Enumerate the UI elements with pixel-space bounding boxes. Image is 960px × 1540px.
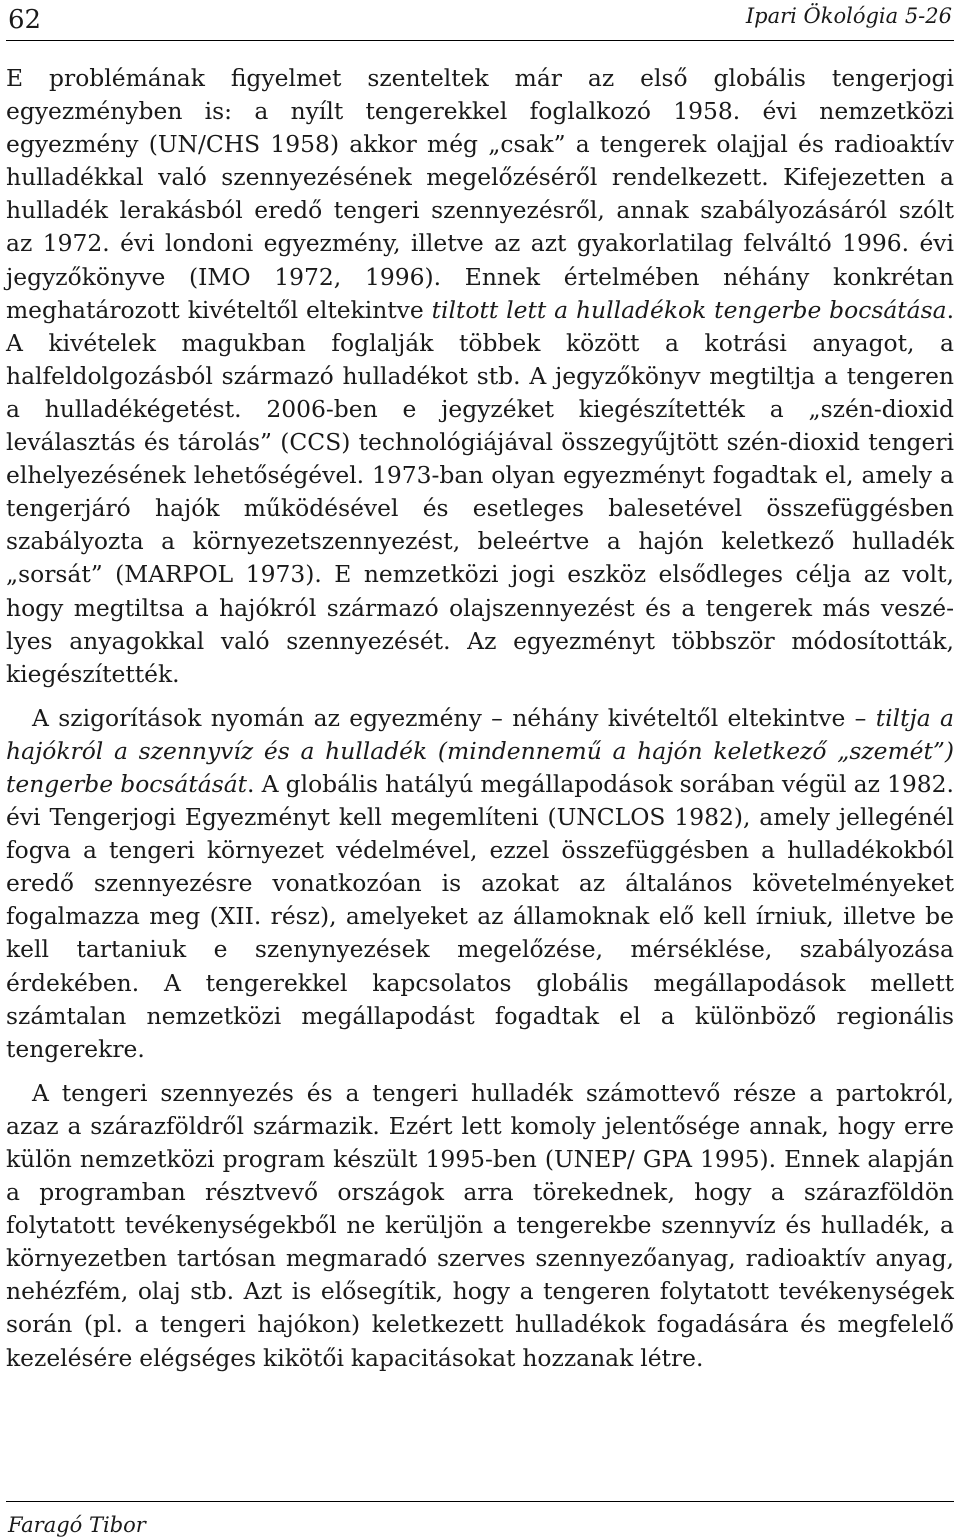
page-footer xyxy=(6,1501,954,1540)
page-header xyxy=(6,0,954,41)
paragraph-3 xyxy=(6,1077,954,1375)
text-run: A szigorítások nyomán az egyezmény – néhány kivételtől eltekintve – xyxy=(32,703,876,732)
emphasis-text: tiltja a hajókról a szennyvíz és a hulladék (mindennemű a hajón keletkező „szemét”) tengerbe bocsátását xyxy=(6,703,955,798)
page-body xyxy=(6,62,954,1375)
paragraph-1 xyxy=(6,62,954,691)
page-number: 62 xyxy=(8,5,42,35)
running-title: Ipari Ökológia 5-26 xyxy=(745,4,952,28)
emphasis-text: tiltott lett a hulladékok tengerbe bocsátása xyxy=(431,295,947,324)
text-run: A tengeri szennyezés és a tengeri hulladék számottevő része a partokról, azaz a szárazföldről származik. Ezért lett komoly jelentősége annak, hogy erre külön nemzetközi program készült 1995-ben (UNEP/ GPA 1995). Ennek alapján a programban résztvevő országok arra törekednek, hogy a szárazföldön folytatott tevékenységekből ne kerüljön a tengerekbe szennyvíz és hulladék, a környezetben tartósan megmaradó szerves szennyezőanyag, radioaktív anyag, nehézfém, olaj stb. Azt is elősegítik, hogy a tengeren folytatott tevékenységek során (pl. a tengeri hajókon) keletkezett hulladékok fogadására és megfelelő kezelésére elégséges kikötői kapacitásokat hozzanak létre. xyxy=(6,1078,954,1372)
text-run: . A globális hatályú megállapodások sorában végül az 1982. évi Tengerjogi Egyezményt kell megemlíteni (UNCLOS 1982), amely jellegénél fogva a tengeri környezet védelmével, ezzel összefüggésben a hulladékokból eredő szennyezésre vonatkozóan is azokat az általános követelményeket fogalmazza meg (XII. rész), amelyeket az államoknak elő kell írniuk, illetve be kell tartaniuk e szenynyezések megelőzése, mérséklése, szabályozása érdekében. A tengerekkel kapcsolatos globális megállapodások mellett számtalan nemzetközi megállapodást fogadtak el a különböző regionális tengerekre. xyxy=(6,769,954,1063)
paragraph-2 xyxy=(6,702,954,1066)
text-run: E problémának figyelmet szenteltek már az első globális tengerjogi egyezményben is: a nyílt tengerekkel foglalkozó 1958. évi nemzetközi egyezmény (UN/CHS 1958) akkor még „csak” a tengerek olajjal és radioaktív hulladékkal való szennyezésének megelőzéséről rendelkezett. Kifejezetten a hulladék lerakásból eredő tengeri szennyezésről, annak szabályozásáról szólt az 1972. évi londoni egyezmény, illetve az azt gyakorlatilag felváltó 1996. évi jegyzőkönyve (IMO 1972, 1996). Ennek értelmében néhány konkrétan meghatározott kivételtől eltekintve xyxy=(6,64,954,324)
author-name: Faragó Tibor xyxy=(8,1513,146,1537)
text-run: . A kivételek magukban foglalják többek között a kotrási anyagot, a halfeldolgozásból származó hulladékot stb. A jegyzőkönyv megtiltja a tengeren a hulladékégetést. 2006-ben e jegyzéket kiegészítették a „szén-dioxid leválasztás és tárolás” (CCS) technológiájával összegyűjtött szén-dioxid tengeri elhelyezésének lehetőségével. 1973-ban olyan egyezményt fogadtak el, amely a tengerjáró hajók működésével és esetleges balesetével összefüggésben szabályozta a környezetszennyezést, beleértve a hajón keletkező hulladék „sorsát” (MARPOL 1973). E nemzetközi jogi eszköz elsődleges célja az volt, hogy megtiltsa a hajókról származó olajszennyezést és a tengerek más veszélyes anyagokkal való szennyezését. Az egyezményt többször módosították, kiegészítették. xyxy=(6,295,955,688)
